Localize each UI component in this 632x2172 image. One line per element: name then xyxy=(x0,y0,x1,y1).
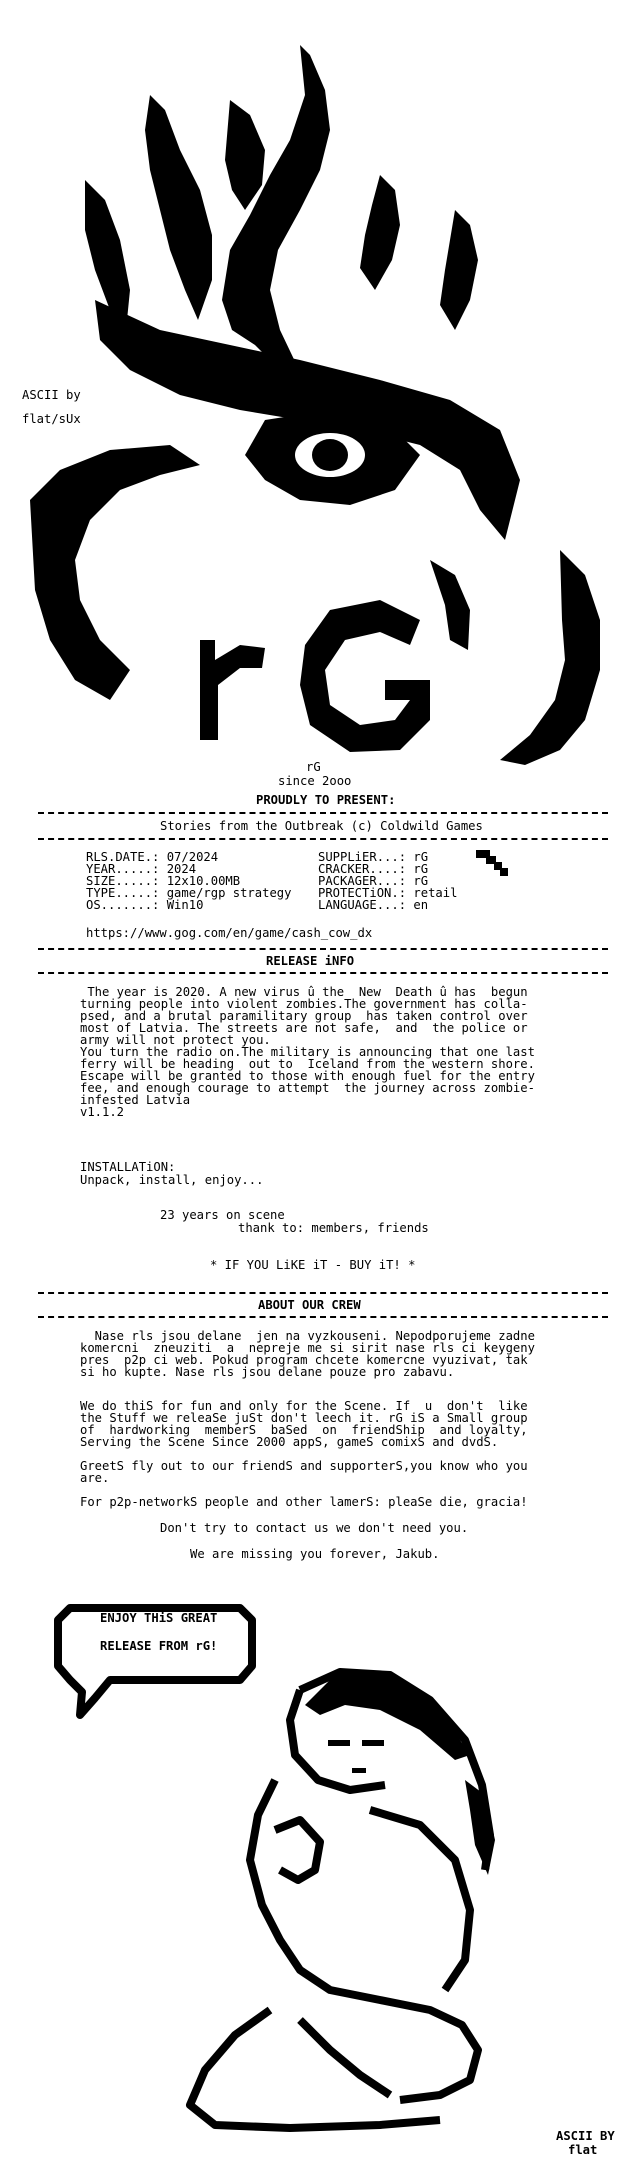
release-info-line: infested Latvia xyxy=(80,1093,191,1107)
release-info-line: Escape will be granted to those with enough fuel for the entry xyxy=(80,1069,535,1083)
release-title: Stories from the Outbreak (c) Coldwild Games xyxy=(160,819,483,833)
no-contact-line: Don't try to contact us we don't need you. xyxy=(160,1521,469,1535)
release-info-line: fee, and enough courage to attempt the journey across zombie- xyxy=(80,1081,535,1095)
release-info-line: psed, and a brutal paramilitary group has taken control over xyxy=(80,1009,528,1023)
field-cracker: CRACKER....: rG xyxy=(318,862,429,876)
release-url: https://www.gog.com/en/game/cash_cow_dx xyxy=(86,926,373,940)
bubble-line1: ENJOY THiS GREAT xyxy=(100,1611,218,1625)
release-info-line: v1.1.2 xyxy=(80,1105,125,1119)
field-type: TYPE.....: game/rgp strategy xyxy=(86,886,292,900)
crew-header: ABOUT OUR CREW xyxy=(258,1298,361,1312)
crew-para1-line: pres p2p ci web. Pokud program chcete komercne vyuzivat, tak xyxy=(80,1353,528,1367)
crew-para2-line: the Stuff we releaSe juSt don't leech it. rG iS a Small group xyxy=(80,1411,528,1425)
release-info-line: turning people into violent zombies.The government has colla- xyxy=(80,997,528,1011)
group-since: since 2ooo xyxy=(278,774,352,788)
release-info-line: You turn the radio on.The military is announcing that one last xyxy=(80,1045,535,1059)
ascii-credit-bottom-line1: ASCII BY xyxy=(556,2129,615,2143)
divider xyxy=(38,972,608,974)
field-rls-date: RLS.DATE.: 07/2024 xyxy=(86,850,219,864)
release-info-line: The year is 2020. A new virus û the New Death û has begun xyxy=(80,985,528,999)
divider xyxy=(38,1316,608,1318)
girl-ascii-art xyxy=(0,1580,632,2140)
crew-para1-line: Nase rls jsou delane jen na vyzkouseni. Nepodporujeme zadne xyxy=(80,1329,535,1343)
installation-title: INSTALLATiON: xyxy=(80,1160,176,1174)
installation-text: Unpack, install, enjoy... xyxy=(80,1173,264,1187)
field-protection: PROTECTiON.: retail xyxy=(318,886,458,900)
proudly-present: PROUDLY TO PRESENT: xyxy=(256,793,396,807)
arrow-icon xyxy=(476,850,510,880)
crew-para1-line: komercni zneuziti a nepreje me si sirit nase rls ci keygeny xyxy=(80,1341,535,1355)
divider xyxy=(38,838,608,840)
buy-line: * IF YOU LiKE iT - BUY iT! * xyxy=(210,1258,416,1272)
field-year: YEAR.....: 2024 xyxy=(86,862,197,876)
rg-logo-art xyxy=(0,0,632,790)
crew-para2-line: We do thiS for fun and only for the Scene. If u don't like xyxy=(80,1399,528,1413)
release-info-line: ferry will be heading out to Iceland from the western shore. xyxy=(80,1057,535,1071)
field-packager: PACKAGER...: rG xyxy=(318,874,429,888)
thanks-line: thank to: members, friends xyxy=(238,1221,429,1235)
crew-para1-line: si ho kupte. Nase rls jsou delane pouze pro zabavu. xyxy=(80,1365,455,1379)
group-name: rG xyxy=(306,760,321,774)
release-info-line: army will not protect you. xyxy=(80,1033,271,1047)
bubble-line2: RELEASE FROM rG! xyxy=(100,1639,218,1653)
release-info-line: most of Latvia. The streets are not safe, and the police or xyxy=(80,1021,528,1035)
crew-para2-line: of hardworking memberS baSed on friendShip and loyalty, xyxy=(80,1423,528,1437)
crew-para3-line: GreetS fly out to our friendS and supporterS,you know who you xyxy=(80,1459,528,1473)
crew-para3-line: are. xyxy=(80,1471,110,1485)
divider xyxy=(38,1292,608,1294)
field-os: OS.......: Win10 xyxy=(86,898,204,912)
crew-para4: For p2p-networkS people and other lamerS: pleaSe die, gracia! xyxy=(80,1495,528,1509)
release-info-header: RELEASE iNFO xyxy=(266,954,355,968)
divider xyxy=(38,812,608,814)
field-supplier: SUPPLiER...: rG xyxy=(318,850,429,864)
divider xyxy=(38,948,608,950)
field-size: SIZE.....: 12x10.00MB xyxy=(86,874,241,888)
field-language: LANGUAGE...: en xyxy=(318,898,429,912)
ascii-credit-top-line2: flat/sUx xyxy=(22,412,81,426)
years-on-scene: 23 years on scene xyxy=(160,1208,285,1222)
ascii-credit-top-line1: ASCII by xyxy=(22,388,81,402)
missing-line: We are missing you forever, Jakub. xyxy=(190,1547,440,1561)
ascii-credit-bottom-line2: flat xyxy=(568,2143,598,2157)
crew-para2-line: Serving the Scene Since 2000 appS, gameS comixS and dvdS. xyxy=(80,1435,499,1449)
